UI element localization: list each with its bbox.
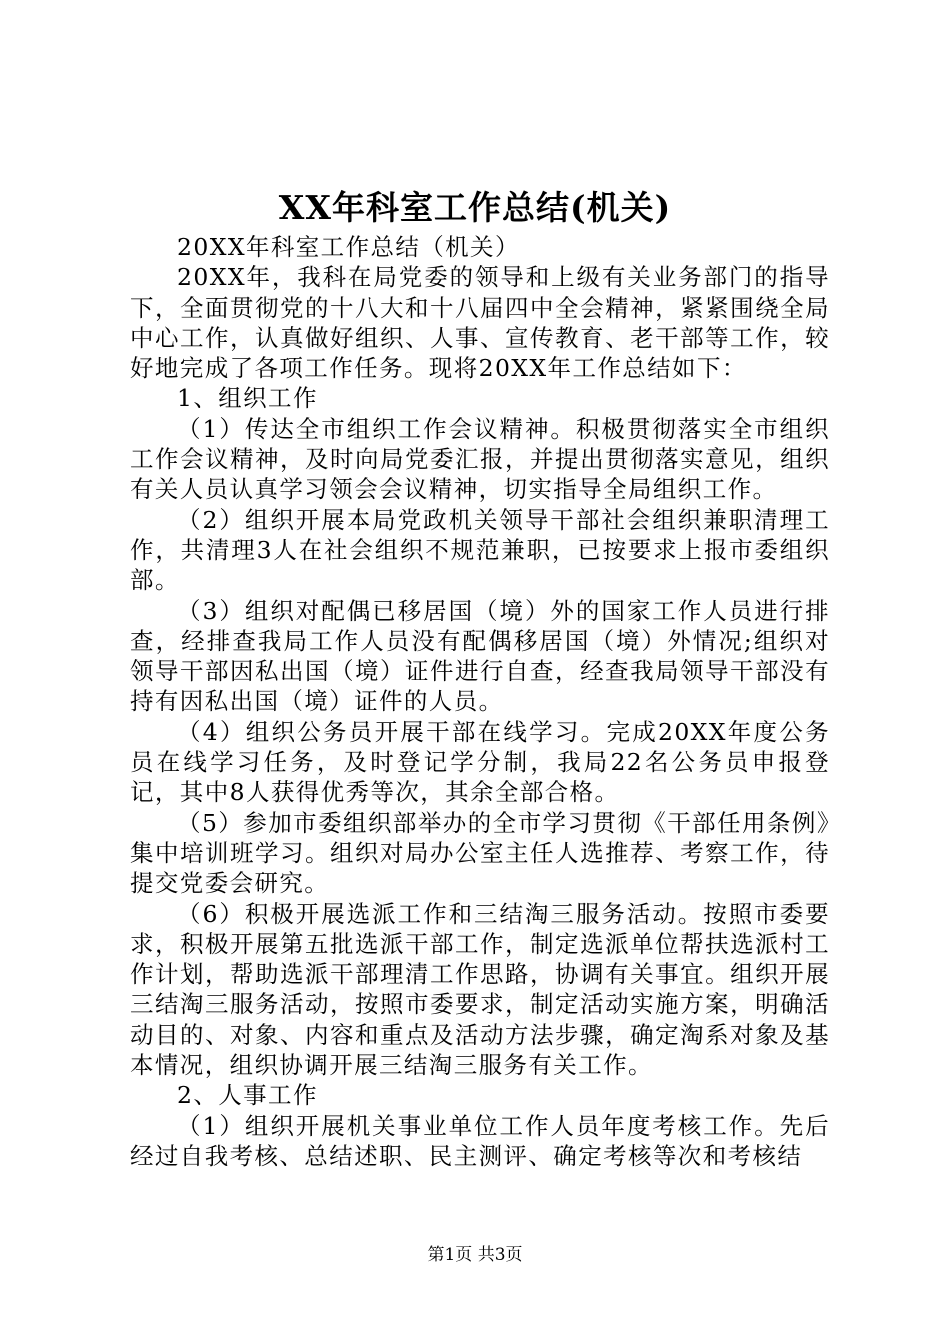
document-body <box>130 232 830 1171</box>
list-item-org-3: （3）组织对配偶已移居国（境）外的国家工作人员进行排查，经排查我局工作人员没有配偶移居国（境）外情况;组织对领导干部因私出国（境）证件进行自查，经查我局领导干部没有持有因私出国（境）证件的人员。 <box>130 596 830 716</box>
list-item-personnel-1: （1）组织开展机关事业单位工作人员年度考核工作。先后经过自我考核、总结述职、民主测评、确定考核等次和考核结 <box>130 1111 830 1170</box>
list-item-org-4: （4）组织公务员开展干部在线学习。完成20XX年度公务员在线学习任务，及时登记学分制，我局22名公务员申报登记，其中8人获得优秀等次，其余全部合格。 <box>130 717 830 807</box>
section-heading-personnel: 2、人事工作 <box>177 1081 318 1110</box>
list-item-org-6: （6）积极开展选派工作和三结淘三服务活动。按照市委要求，积极开展第五批选派干部工作，制定选派单位帮扶选派村工作计划，帮助选派干部理清工作思路，协调有关事宜。组织开展三结淘三服务活动，按照市委要求，制定活动实施方案，明确活动目的、对象、内容和重点及活动方法步骤，确定淘系对象及基本情况，组织协调开展三结淘三服务有关工作。 <box>130 899 830 1080</box>
document-title: XX年科室工作总结(机关) <box>278 188 672 227</box>
subtitle-paragraph: 20XX年科室工作总结（机关） <box>177 233 520 261</box>
list-item-org-5: （5）参加市委组织部举办的全市学习贯彻《干部任用条例》集中培训班学习。组织对局办公室主任人选推荐、考察工作，待提交党委会研究。 <box>130 808 830 898</box>
section-heading-organization: 1、组织工作 <box>177 384 318 413</box>
page-footer: 第1页 共3页 <box>427 1245 523 1265</box>
intro-paragraph: 20XX年，我科在局党委的领导和上级有关业务部门的指导下，全面贯彻党的十八大和十八届四中全会精神，紧紧围绕全局中心工作，认真做好组织、人事、宣传教育、老干部等工作，较好地完成了各项工作任务。现将20XX年工作总结如下： <box>130 263 830 383</box>
list-item-org-1: （1）传达全市组织工作会议精神。积极贯彻落实全市组织工作会议精神，及时向局党委汇报，并提出贯彻落实意见，组织有关人员认真学习领会会议精神，切实指导全局组织工作。 <box>130 414 830 504</box>
list-item-org-2: （2）组织开展本局党政机关领导干部社会组织兼职清理工作，共清理3人在社会组织不规范兼职，已按要求上报市委组织部。 <box>130 505 830 595</box>
